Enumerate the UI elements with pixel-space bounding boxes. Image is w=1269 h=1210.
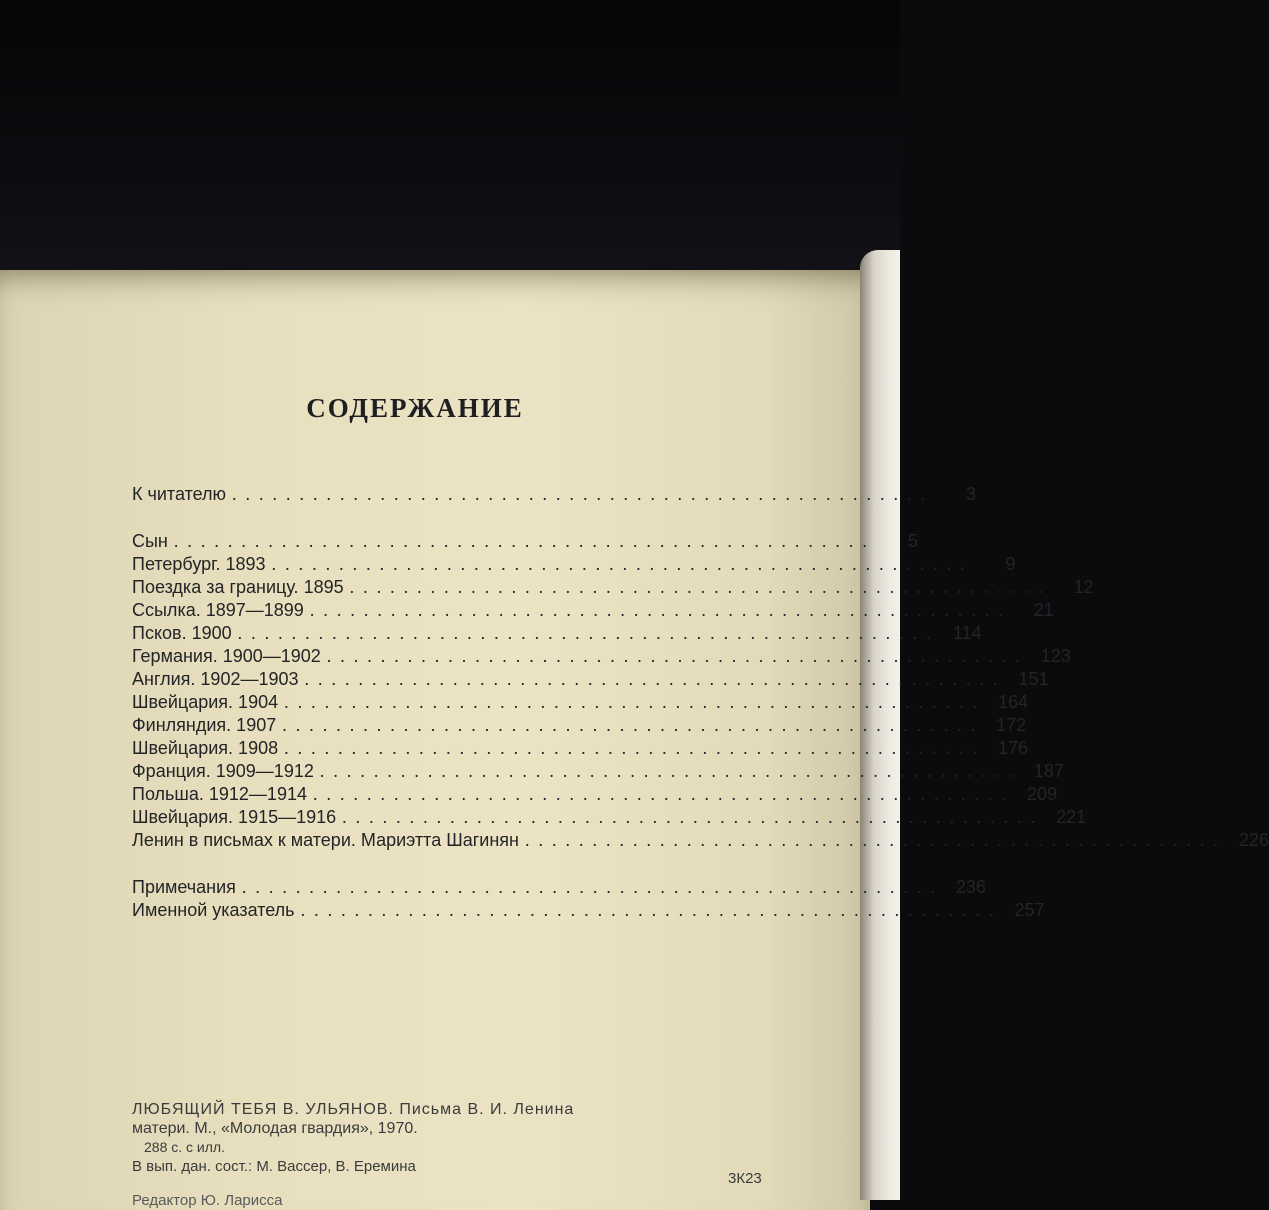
toc-entry-page: 209: [1026, 784, 1057, 804]
toc-entry-label: Ленин в письмах к матери. Мариэтта Шагинян: [132, 830, 519, 850]
toc-leader-dots: ....................................................: [237, 623, 940, 643]
toc-leader-dots: ....................................................: [173, 531, 876, 551]
toc-entry-page: 123: [1040, 646, 1071, 666]
toc-entry: [132, 897, 1045, 923]
imprint-cutoff-line: Редактор Ю. Ларисса: [132, 1192, 283, 1209]
toc-entry-page: 257: [1014, 900, 1045, 920]
toc-leader-dots: ....................................................: [232, 484, 935, 504]
toc-entry-page: 187: [1033, 761, 1064, 781]
toc-entry-label: Швейцария. 1904: [132, 692, 279, 712]
toc-entry-page: 236: [955, 877, 986, 897]
imprint-block: [132, 1100, 812, 1176]
toc-entry-page: 151: [1018, 669, 1049, 689]
toc-entry-label: Примечания: [132, 877, 236, 897]
toc-leader-dots: ....................................................: [342, 807, 1045, 827]
toc-entry-label: Швейцария. 1908: [132, 738, 279, 758]
imprint-publisher-line: матери. М., «Молодая гвардия», 1970.: [132, 1120, 418, 1137]
toc-entry-page: 226: [1238, 830, 1269, 850]
toc-leader-dots: ....................................................: [271, 554, 974, 574]
toc-leader-dots: ....................................................: [319, 761, 1022, 781]
toc-entry-page: 9: [1005, 554, 1016, 574]
toc-leader-dots: ....................................................: [282, 715, 985, 735]
toc-leader-dots: ....................................................: [525, 830, 1227, 850]
toc-leader-dots: ....................................................: [300, 900, 1003, 920]
imprint-compilers-line: В вып. дан. сост.: М. Вассер, В. Еремина: [132, 1158, 416, 1175]
toc-entry-page: 21: [1033, 600, 1054, 620]
toc-entry-label: Финляндия. 1907: [132, 715, 277, 735]
toc-leader-dots: ....................................................: [309, 600, 1012, 620]
toc-leader-dots: ....................................................: [284, 738, 987, 758]
toc-entry: [132, 827, 1269, 853]
toc-entry-label: Сын: [132, 531, 168, 551]
toc-entry-page: 172: [996, 715, 1027, 735]
toc-entry-label: Петербург. 1893: [132, 554, 266, 574]
toc-leader-dots: ....................................................: [312, 784, 1015, 804]
toc-entry-label: Поездка за границу. 1895: [132, 577, 344, 597]
toc-entry-label: Польша. 1912—1914: [132, 784, 307, 804]
toc-entry-label: Германия. 1900—1902: [132, 646, 321, 666]
imprint-title-line: ЛЮБЯЩИЙ ТЕБЯ В. УЛЬЯНОВ. Письма В. И. Ленина: [132, 1101, 575, 1118]
toc-entry-label: Франция. 1909—1912: [132, 761, 314, 781]
toc-entry-label: Псков. 1900: [132, 623, 232, 643]
toc-entry-label: Швейцария. 1915—1916: [132, 807, 337, 827]
imprint-pages-line: 288 с. с илл.: [144, 1139, 225, 1155]
toc-entry-label: Ссылка. 1897—1899: [132, 600, 304, 620]
toc-entry: [132, 481, 977, 507]
toc-entry-page: 221: [1056, 807, 1087, 827]
toc-leader-dots: ....................................................: [349, 577, 1052, 597]
toc-entry-page: 12: [1073, 577, 1094, 597]
toc-entry-page: 164: [998, 692, 1029, 712]
classification-code: 3К23: [728, 1170, 762, 1187]
toc-entry-label: Именной указатель: [132, 900, 295, 920]
contents-heading: СОДЕРЖАНИЕ: [306, 393, 524, 423]
toc-entry-label: К читателю: [132, 484, 227, 504]
toc-entry-label: Англия. 1902—1903: [132, 669, 299, 689]
toc-leader-dots: ....................................................: [304, 669, 1007, 689]
toc-leader-dots: ....................................................: [284, 692, 987, 712]
toc-entry-page: 176: [998, 738, 1029, 758]
toc-leader-dots: ....................................................: [326, 646, 1029, 666]
toc-leader-dots: ....................................................: [241, 877, 944, 897]
toc-entry-page: 114: [952, 623, 982, 643]
toc-entry-page: 5: [907, 531, 918, 551]
toc-entry-page: 3: [966, 484, 977, 504]
